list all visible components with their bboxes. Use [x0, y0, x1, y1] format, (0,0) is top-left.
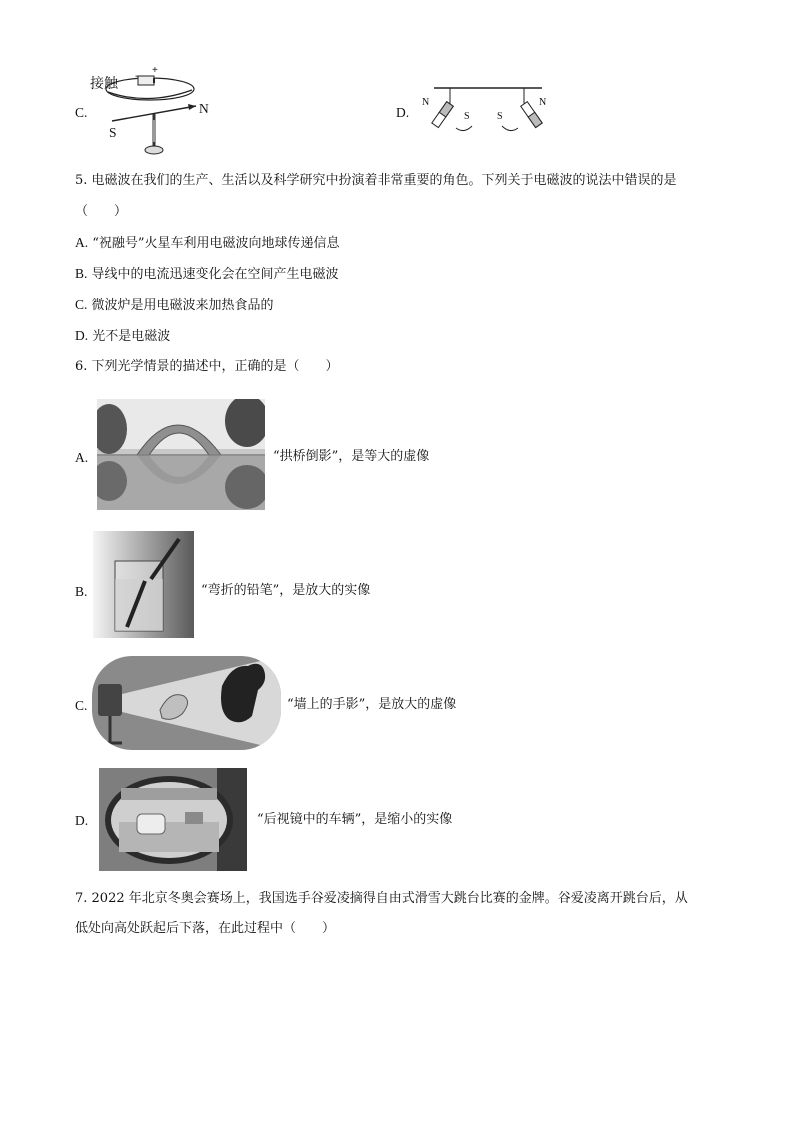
- q6-option-d-text[interactable]: “后视镜中的车辆”，是缩小的实像: [257, 812, 453, 827]
- q7-stem-line1: 7. 2022 年北京冬奥会赛场上，我国选手谷爱凌摘得自由式滑雪大跳台比赛的金牌。谷爱凌离开跳台后，从: [75, 891, 688, 906]
- d-south-right: S: [497, 111, 503, 122]
- q5-option-a[interactable]: [75, 234, 340, 253]
- q5-option-b[interactable]: [75, 265, 339, 284]
- q6-option-b-letter: B.: [75, 584, 88, 599]
- q6-option-b-text[interactable]: “弯折的铅笔”，是放大的实像: [201, 583, 371, 598]
- contact-label: 接触: [90, 76, 118, 92]
- north-label: N: [199, 101, 209, 116]
- option-text: 导线中的电流迅速变化会在空间产生电磁波: [91, 267, 339, 282]
- option-letter: A.: [75, 235, 89, 250]
- q5-option-c[interactable]: [75, 296, 274, 315]
- solenoid-compass-diagram: [88, 65, 218, 160]
- q6-stem: 6. 下列光学情景的描述中，正确的是（ ）: [75, 359, 339, 374]
- option-text: “祝融号”火星车利用电磁波向地球传递信息: [92, 236, 340, 251]
- south-label: S: [109, 125, 117, 140]
- magnets-wire-diagram: [420, 84, 550, 136]
- q6-option-d-letter: D.: [75, 813, 89, 828]
- d-north-left: N: [422, 97, 430, 108]
- minus-sign: -: [135, 71, 139, 82]
- option-d-letter: D.: [396, 105, 410, 120]
- option-text: 光不是电磁波: [92, 329, 171, 344]
- d-south-left: S: [464, 111, 470, 122]
- option-letter: B.: [75, 266, 88, 281]
- q5-blank: （ ）: [75, 204, 128, 219]
- hand-shadow-photo: [92, 656, 281, 750]
- q6-option-a-text[interactable]: “拱桥倒影”，是等大的虚像: [273, 449, 430, 464]
- option-text: 微波炉是用电磁波来加热食品的: [91, 298, 274, 313]
- pencil-in-water-glass-photo: [93, 531, 194, 638]
- d-north-right: N: [539, 97, 547, 108]
- option-c-letter: C.: [75, 105, 88, 120]
- q6-option-a-letter: A.: [75, 450, 89, 465]
- q5-option-d[interactable]: [75, 327, 170, 346]
- q6-option-c-letter: C.: [75, 698, 88, 713]
- arch-bridge-reflection-photo: [97, 399, 265, 510]
- rear-view-mirror-photo: [99, 768, 247, 871]
- option-letter: C.: [75, 297, 88, 312]
- plus-sign: +: [152, 65, 158, 76]
- q5-stem: 5. 电磁波在我们的生产、生活以及科学研究中扮演着非常重要的角色。下列关于电磁波的说法中错误的是: [75, 173, 677, 188]
- option-letter: D.: [75, 328, 89, 343]
- q7-stem-line2: 低处向高处跃起后下落，在此过程中（ ）: [75, 921, 336, 936]
- q6-option-c-text[interactable]: “墙上的手影”，是放大的虚像: [287, 697, 457, 712]
